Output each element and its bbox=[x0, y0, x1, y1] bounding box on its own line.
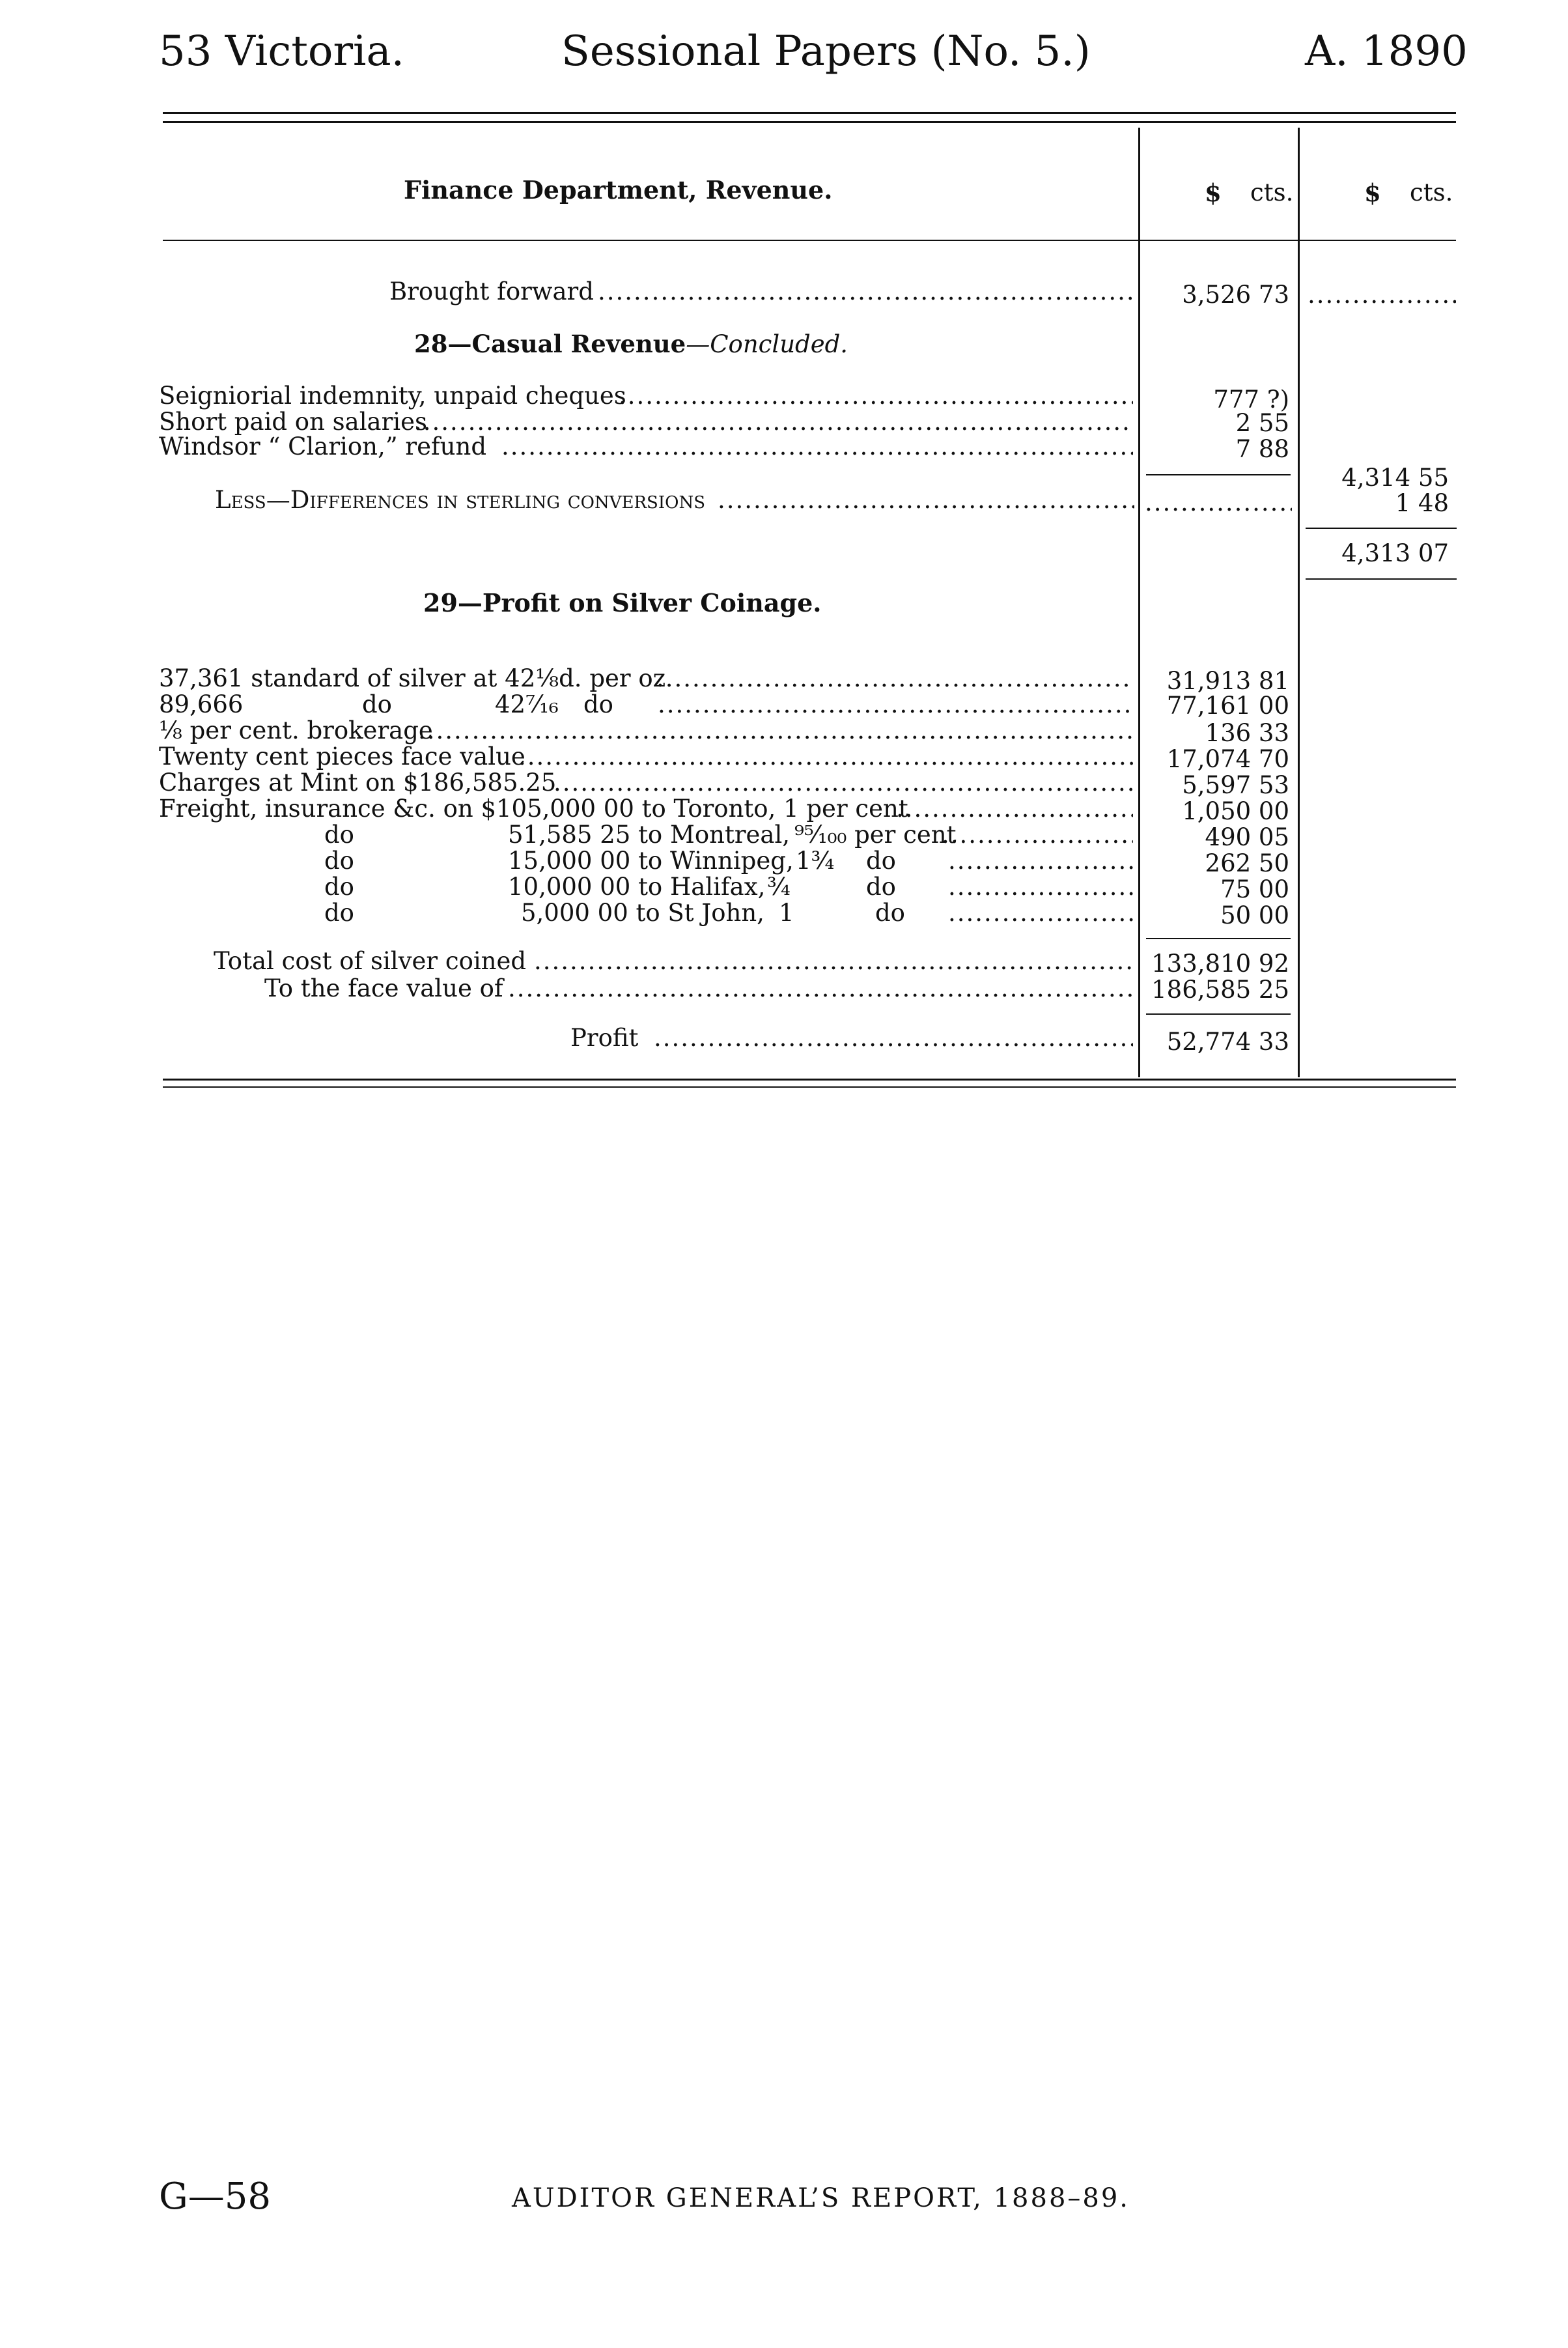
casual-row-label: Short paid on salaries bbox=[159, 408, 428, 436]
silver-row-do-2: do bbox=[583, 690, 613, 718]
col1-dollar-head: $ bbox=[1205, 178, 1222, 207]
silver-row-amount: 77,161 00 bbox=[1166, 692, 1289, 720]
casual-row-amount: 7 88 bbox=[1235, 435, 1289, 463]
leader-dots bbox=[654, 1025, 1133, 1051]
brought-forward-label: Brought forward bbox=[389, 277, 594, 305]
section-29-title: 29—Profit on Silver Coinage. bbox=[423, 588, 822, 617]
face-value-label: To the face value of bbox=[264, 974, 503, 1002]
freight-unit: do bbox=[866, 847, 896, 875]
profit-label: Profit bbox=[570, 1024, 639, 1052]
silver-row-rate: 42⁷⁄₁₆ bbox=[495, 690, 559, 718]
freight-do: do bbox=[324, 899, 354, 927]
less-amount: 1 48 bbox=[1395, 489, 1449, 517]
silver-row-do: do bbox=[362, 690, 392, 718]
freight-sum: 15,000 00 to Winnipeg, bbox=[508, 847, 794, 875]
col2-dollar-head: $ bbox=[1364, 178, 1381, 207]
net-rule-2 bbox=[1306, 578, 1457, 580]
leader-dots bbox=[508, 976, 1133, 1002]
column-divider-1 bbox=[1138, 128, 1140, 1077]
bottom-rule bbox=[163, 1079, 1456, 1081]
leader-dots bbox=[534, 948, 1133, 974]
leader-dots bbox=[598, 279, 1132, 305]
total-rule bbox=[1146, 938, 1291, 939]
leader-dots bbox=[1308, 282, 1456, 308]
silver-row-label: 89,666 bbox=[159, 690, 244, 718]
footer-title: AUDITOR GENERAL’S REPORT, 1888–89. bbox=[512, 2183, 1130, 2213]
leader-dots bbox=[656, 666, 1133, 692]
freight-do: do bbox=[324, 873, 354, 901]
section-28-title-ital: —Concluded. bbox=[686, 330, 848, 358]
silver-row-amount: 5,597 53 bbox=[1182, 771, 1289, 799]
leader-dots bbox=[948, 874, 1133, 900]
header-year: A. 1890 bbox=[1305, 27, 1468, 76]
header-title: Sessional Papers (No. 5.) bbox=[561, 27, 1091, 76]
leader-dots bbox=[1145, 490, 1292, 516]
top-rule-2 bbox=[163, 121, 1456, 123]
silver-row-amount: 136 33 bbox=[1205, 719, 1289, 747]
table-title: Finance Department, Revenue. bbox=[404, 175, 833, 205]
brought-forward-amount: 3,526 73 bbox=[1182, 281, 1289, 309]
freight-sum: 5,000 00 to St John, bbox=[521, 899, 764, 927]
silver-row-amount: 31,913 81 bbox=[1166, 667, 1289, 695]
section-28-title bbox=[414, 331, 848, 358]
silver-row-amount: 1,050 00 bbox=[1182, 797, 1289, 825]
freight-rate: 1 bbox=[779, 899, 794, 927]
freight-unit: do bbox=[866, 873, 896, 901]
header-volume: 53 Victoria. bbox=[159, 27, 404, 76]
casual-row-label: Windsor “ Clarion,” refund bbox=[159, 432, 487, 460]
section-28-title-bold: 28—Casual Revenue bbox=[414, 330, 686, 358]
freight-sum: 51,585 25 to Montreal, bbox=[508, 821, 791, 849]
freight-rate: 1¾ bbox=[796, 847, 835, 875]
casual-total: 4,314 55 bbox=[1341, 464, 1449, 492]
freight-amount: 75 00 bbox=[1220, 875, 1289, 903]
freight-sum: 10,000 00 to Halifax, bbox=[508, 873, 766, 901]
silver-row-label: ⅛ per cent. brokerage bbox=[159, 716, 433, 744]
profit-amount: 52,774 33 bbox=[1166, 1028, 1289, 1056]
leader-dots bbox=[553, 770, 1133, 796]
freight-do: do bbox=[324, 821, 354, 849]
leader-dots bbox=[658, 692, 1133, 718]
header-rule bbox=[163, 240, 1456, 241]
freight-amount: 262 50 bbox=[1205, 849, 1289, 877]
casual-row-amount: 777 ?) bbox=[1213, 386, 1289, 414]
bottom-rule-2 bbox=[163, 1086, 1456, 1088]
freight-unit: do bbox=[875, 899, 905, 927]
freight-rate: ¾ bbox=[767, 873, 791, 901]
profit-rule bbox=[1146, 1013, 1291, 1015]
silver-row-label: Charges at Mint on $186,585.25 bbox=[159, 769, 557, 797]
less-label: Less—Differences in sterling conversions bbox=[215, 486, 706, 514]
leader-dots bbox=[418, 718, 1133, 744]
casual-row-amount: 2 55 bbox=[1235, 409, 1289, 437]
freight-amount: 490 05 bbox=[1205, 823, 1289, 851]
col1-cts-head: cts. bbox=[1250, 178, 1294, 206]
total-cost-label: Total cost of silver coined bbox=[214, 947, 527, 975]
leader-dots bbox=[896, 796, 1133, 822]
leader-dots bbox=[942, 822, 1133, 848]
silver-row-label: 37,361 standard of silver at 42⅛d. per oz bbox=[159, 664, 666, 692]
silver-row-amount: 17,074 70 bbox=[1166, 745, 1289, 773]
total-cost-amount: 133,810 92 bbox=[1151, 950, 1289, 978]
col2-cts-head: cts. bbox=[1410, 178, 1453, 206]
casual-row-label: Seigniorial indemnity, unpaid cheques bbox=[159, 382, 626, 410]
top-rule bbox=[163, 112, 1456, 114]
leader-dots bbox=[518, 744, 1133, 770]
leader-dots bbox=[619, 383, 1133, 409]
leader-dots bbox=[414, 409, 1133, 435]
leader-dots bbox=[948, 900, 1133, 926]
silver-row-label: Twenty cent pieces face value bbox=[159, 743, 525, 771]
casual-net-amount: 4,313 07 bbox=[1341, 539, 1449, 567]
freight-amount: 50 00 bbox=[1220, 901, 1289, 929]
page-number: G—58 bbox=[159, 2175, 271, 2218]
freight-rate: ⁹⁵⁄₁₀₀ per cent bbox=[794, 821, 957, 849]
leader-dots bbox=[948, 848, 1133, 874]
leader-dots bbox=[718, 487, 1134, 513]
subtotal-rule bbox=[1146, 474, 1291, 475]
net-rule bbox=[1306, 528, 1457, 529]
silver-row-label: Freight, insurance &c. on $105,000 00 to Toronto, 1 per cent bbox=[159, 795, 908, 823]
leader-dots bbox=[501, 434, 1133, 460]
freight-do: do bbox=[324, 847, 354, 875]
column-divider-2 bbox=[1298, 128, 1300, 1077]
face-value-amount: 186,585 25 bbox=[1151, 976, 1289, 1004]
